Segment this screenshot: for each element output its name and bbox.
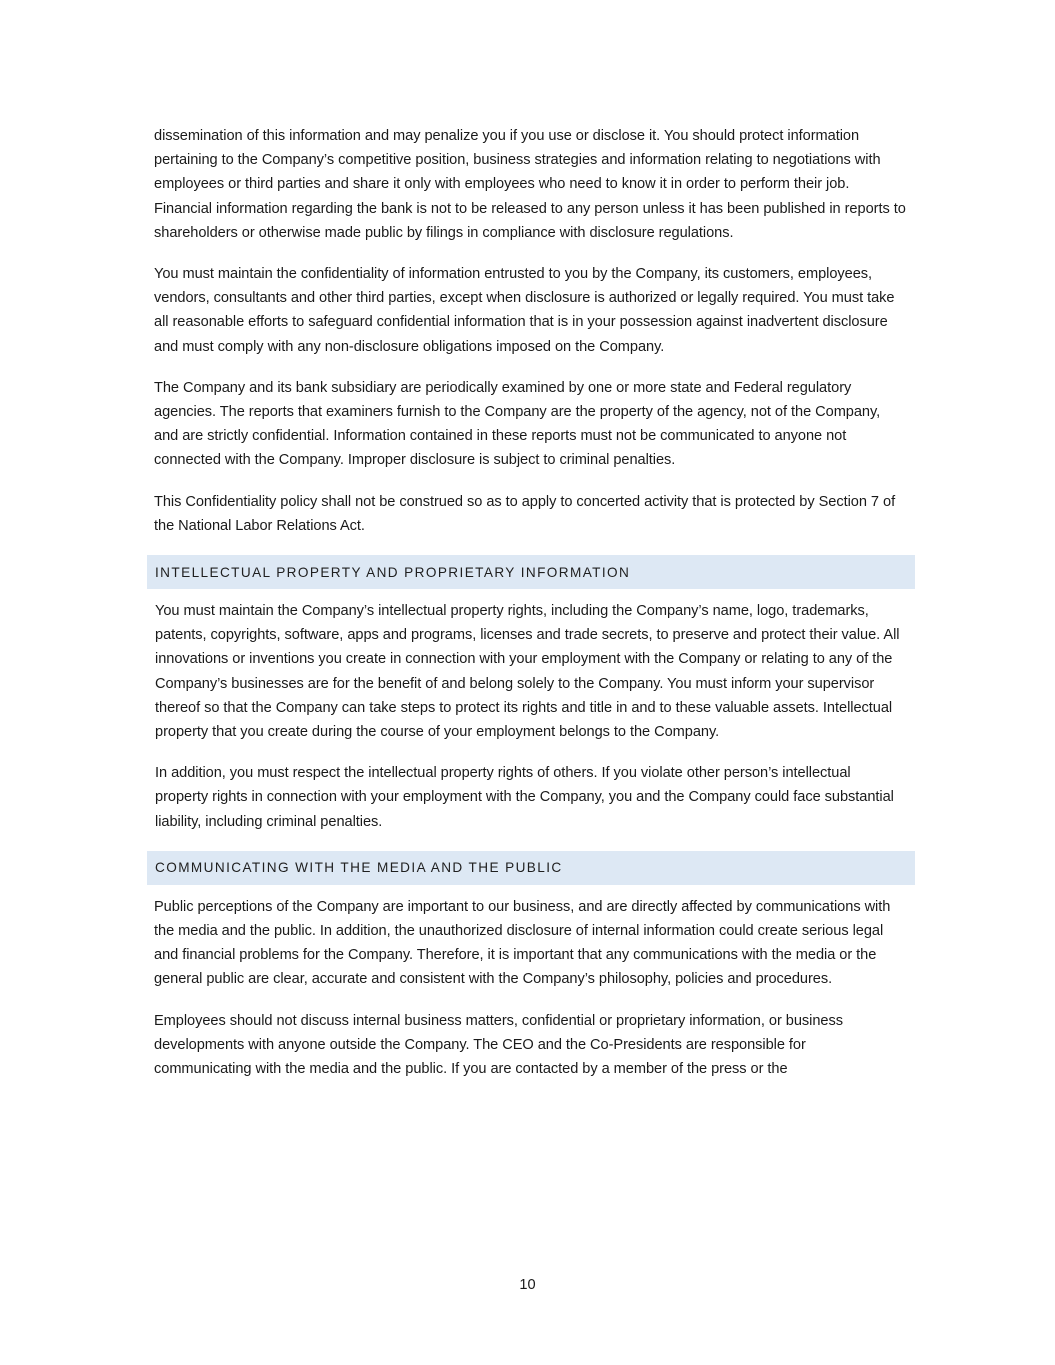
section-intellectual-property [154, 599, 906, 834]
paragraph-confidentiality-4: This Confidentiality policy shall not be construed so as to apply to concerted activity that is protected by Section 7 of the National Labor Relations Act. [154, 493, 896, 534]
section-heading-intellectual-property [147, 555, 915, 589]
section-media-public [154, 895, 906, 1081]
paragraph-confidentiality-2: You must maintain the confidentiality of information entrusted to you by the Company, its customers, employees, vendors, consultants and other third parties, except when disclosure is authorized or legally required. You must take all reasonable efforts to safeguard confidential information that is in your possession against inadvertent disclosure and must comply with any non-disclosure obligations imposed on the Company. [154, 266, 895, 355]
paragraph-media-2: Employees should not discuss internal business matters, confidential or proprietary information, or business developments with anyone outside the Company. The CEO and the Co-Presidents are responsible for communicating with the media and the public. If you are contacted by a member of the press or the [154, 1012, 843, 1078]
section-heading-text: INTELLECTUAL PROPERTY AND PROPRIETARY INFORMATION [155, 564, 631, 580]
section-heading-media [147, 851, 915, 885]
paragraph-media-1: Public perceptions of the Company are important to our business, and are directly affected by communications with the media and the public. In addition, the unauthorized disclosure of internal information could create serious legal and financial problems for the Company. Therefore, it is important that any communications with the media or the general public are clear, accurate and consistent with the Company’s philosophy, policies and procedures. [154, 898, 891, 988]
paragraph-confidentiality-1: dissemination of this information and may penalize you if you use or disclose it. You should protect information pertaining to the Company’s competitive position, business strategies and information relating to negotiations with employees or third parties and share it only with employees who need to know it in order to perform their job. Financial information regarding the bank is not to be released to any person unless it has been published in reports to shareholders or otherwise made public by filings in compliance with disclosure regulations. [154, 128, 906, 241]
paragraph-confidentiality-3: The Company and its bank subsidiary are periodically examined by one or more state and Federal regulatory agencies. The reports that examiners furnish to the Company are the property of the agency, not of the Company, and are strictly confidential. Information contained in these reports must not be communicated to anyone not connected with the Company. Improper disclosure is subject to criminal penalties. [154, 379, 881, 469]
page-content [154, 124, 906, 1098]
page-number: 10 [519, 1277, 536, 1293]
paragraph-ip-1: You must maintain the Company’s intellectual property rights, including the Company’s name, logo, trademarks, patents, copyrights, software, apps and programs, licenses and trade secrets, to preserve and protect their value. All innovations or inventions you create in connection with your employment with the Company or relating to any of the Company’s businesses are for the benefit of and belong solely to the Company. You must inform your supervisor thereof so that the Company can take steps to protect its rights and title in and to these valuable assets. Intellectual property that you create during the course of your employment belongs to the Company. [155, 603, 900, 741]
section-heading-text: COMMUNICATING WITH THE MEDIA AND THE PUBLIC [155, 860, 563, 876]
paragraph-ip-2: In addition, you must respect the intellectual property rights of others. If you violate other person’s intellectual property rights in connection with your employment with the Company, you and the Company could face substantial liability, including criminal penalties. [155, 765, 894, 830]
